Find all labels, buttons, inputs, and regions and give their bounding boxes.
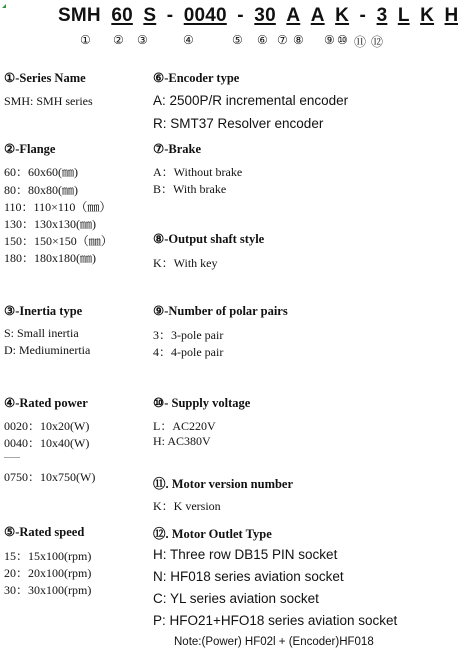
index-3: ③ bbox=[137, 33, 148, 47]
section-title: ④-Rated power bbox=[4, 396, 88, 410]
code-encoder: A bbox=[286, 5, 301, 26]
section-item: 180：180x180(㎜) bbox=[4, 251, 96, 265]
section-item: L：AC220V bbox=[153, 419, 216, 433]
index-2: ② bbox=[113, 33, 124, 47]
section-item: K：With key bbox=[153, 256, 218, 270]
model-code bbox=[58, 5, 458, 29]
section-item: K：K version bbox=[153, 499, 221, 513]
section-item: H: AC380V bbox=[153, 434, 211, 448]
section-item: N: HF018 series aviation socket bbox=[153, 569, 344, 584]
index-8: ⑧ bbox=[293, 33, 304, 47]
section-item: R: SMT37 Resolver encoder bbox=[153, 116, 324, 131]
section-item: P: HFO21+HFO18 series aviation socket bbox=[153, 613, 398, 628]
section-title: ②-Flange bbox=[4, 142, 56, 156]
section-title: ⑩- Supply voltage bbox=[153, 396, 251, 410]
section-item: A：Without brake bbox=[153, 165, 243, 179]
index-5: ⑤ bbox=[232, 33, 243, 47]
section-title: ⑧-Output shaft style bbox=[153, 232, 265, 246]
index-9: ⑨ bbox=[324, 33, 335, 47]
code-poles: 3 bbox=[376, 5, 388, 26]
code-voltage: L bbox=[397, 5, 410, 26]
code-speed: 30 bbox=[254, 5, 276, 26]
section-item: 0750：10x750(W) bbox=[4, 470, 96, 484]
section-item: 110：110×110（㎜） bbox=[4, 200, 112, 214]
section-title: ⑫. Motor Outlet Type bbox=[153, 527, 272, 541]
section-title: ①-Series Name bbox=[4, 71, 86, 85]
section-item: 4：4-pole pair bbox=[153, 345, 224, 359]
code-brake: A bbox=[310, 5, 325, 26]
index-11: ⑪ bbox=[354, 35, 367, 49]
code-power: 0040 bbox=[183, 5, 227, 26]
code-flange: 60 bbox=[111, 5, 133, 26]
section-title: ⑦-Brake bbox=[153, 142, 202, 156]
code-series: SMH bbox=[58, 5, 101, 26]
section-item: 0020：10x20(W) bbox=[4, 419, 90, 433]
section-item: D: Mediuminertia bbox=[4, 343, 91, 357]
section-title: ⑥-Encoder type bbox=[153, 71, 240, 85]
section-item: B：With brake bbox=[153, 182, 227, 196]
section-item: 15：15x100(rpm) bbox=[4, 549, 92, 563]
section-item: 3：3-pole pair bbox=[153, 328, 224, 342]
section-item: 60：60x60(㎜) bbox=[4, 165, 78, 179]
section-title: ⑤-Rated speed bbox=[4, 525, 85, 539]
code-dash-3: - bbox=[359, 5, 367, 26]
index-10: ⑩ bbox=[337, 33, 348, 47]
section-item: A: 2500P/R incremental encoder bbox=[153, 93, 349, 108]
index-1: ① bbox=[80, 33, 91, 47]
section-item: 150：150×150（㎜） bbox=[4, 234, 113, 248]
section-note: Note:(Power) HF02l + (Encoder)HF018 bbox=[174, 636, 374, 648]
section-item: C: YL series aviation socket bbox=[153, 591, 319, 606]
section-item: 130：130x130(㎜) bbox=[4, 217, 96, 231]
index-6: ⑥ bbox=[257, 33, 268, 47]
section-item: S: Small inertia bbox=[4, 326, 79, 340]
section-title: ⑨-Number of polar pairs bbox=[153, 304, 288, 318]
section-item: 30：30x100(rpm) bbox=[4, 583, 92, 597]
code-inertia: S bbox=[143, 5, 157, 26]
section-item: 0040：10x40(W) bbox=[4, 436, 90, 450]
code-shaft: K bbox=[335, 5, 350, 26]
index-12: ⑫ bbox=[371, 35, 384, 49]
code-outlet: H bbox=[444, 5, 458, 26]
code-dash-1: - bbox=[166, 5, 174, 26]
section-item: 20：20x100(rpm) bbox=[4, 566, 92, 580]
code-version: K bbox=[420, 5, 435, 26]
index-4: ④ bbox=[183, 33, 194, 47]
section-item: ........ bbox=[4, 451, 20, 460]
section-item: H: Three row DB15 PIN socket bbox=[153, 547, 338, 562]
section-title: ⑪. Motor version number bbox=[153, 477, 294, 491]
section-item: SMH: SMH series bbox=[4, 94, 93, 108]
section-item: 80：80x80(㎜) bbox=[4, 183, 78, 197]
section-title: ③-Inertia type bbox=[4, 304, 83, 318]
code-dash-2: - bbox=[237, 5, 244, 26]
corner-mark-icon bbox=[2, 4, 6, 8]
index-7: ⑦ bbox=[277, 33, 288, 47]
